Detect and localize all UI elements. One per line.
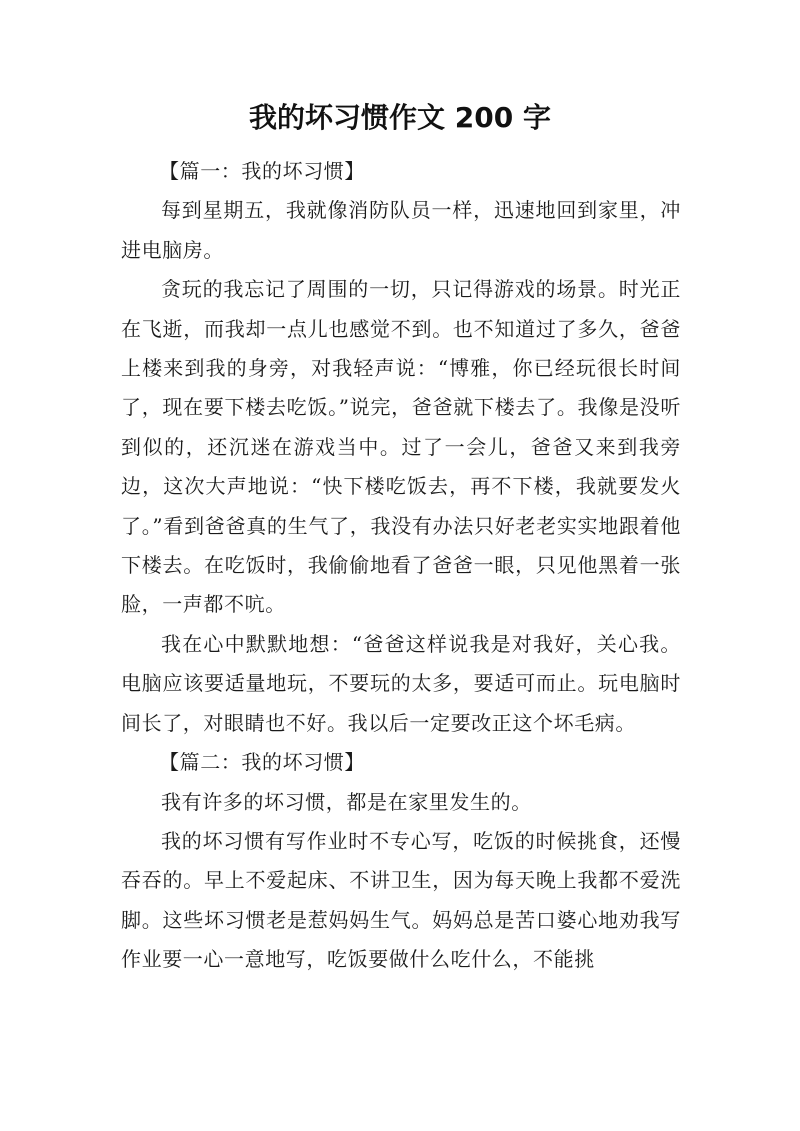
document-title: 我的坏习惯作文 200 字 (249, 101, 551, 134)
paragraph: 我的坏习惯有写作业时不专心写，吃饭的时候挑食，还慢吞吞的。早上不爱起床、不讲卫生，因为每天晚上我都不爱洗脚。这些坏习惯老是惹妈妈生气。妈妈总是苦口婆心地劝我写作业要一心一意地写，吃饭要做什么吃什么，不能挑 (121, 828, 681, 972)
paragraph: 我有许多的坏习惯，都是在家里发生的。 (161, 789, 532, 814)
paragraph: 贪玩的我忘记了周围的一切，只记得游戏的场景。时光正在飞逝，而我却一点儿也感觉不到。也不知道过了多久，爸爸上楼来到我的身旁，对我轻声说：“博雅，你已经玩很长时间了，现在要下楼去吃饭。”说完，爸爸就下楼去了。我像是没听到似的，还沉迷在游戏当中。过了一会儿，爸爸又来到我旁边，这次大声地说：“快下楼吃饭去，再不下楼，我就要发火了。”看到爸爸真的生气了，我没有办法只好老老实实地跟着他下楼去。在吃饭时，我偷偷地看了爸爸一眼，只见他黑着一张脸，一声都不吭。 (121, 277, 681, 617)
paragraph: 每到星期五，我就像消防队员一样，迅速地回到家里，冲进电脑房。 (121, 198, 681, 262)
document-body (121, 152, 681, 980)
section-heading-2: 【篇二：我的坏习惯】 (159, 750, 365, 775)
paragraph: 我在心中默默地想：“爸爸这样说我是对我好，关心我。电脑应该要适量地玩，不要玩的太多，要适可而止。玩电脑时间长了，对眼睛也不好。我以后一定要改正这个坏毛病。 (121, 631, 681, 735)
section-heading-1: 【篇一：我的坏习惯】 (159, 159, 365, 183)
